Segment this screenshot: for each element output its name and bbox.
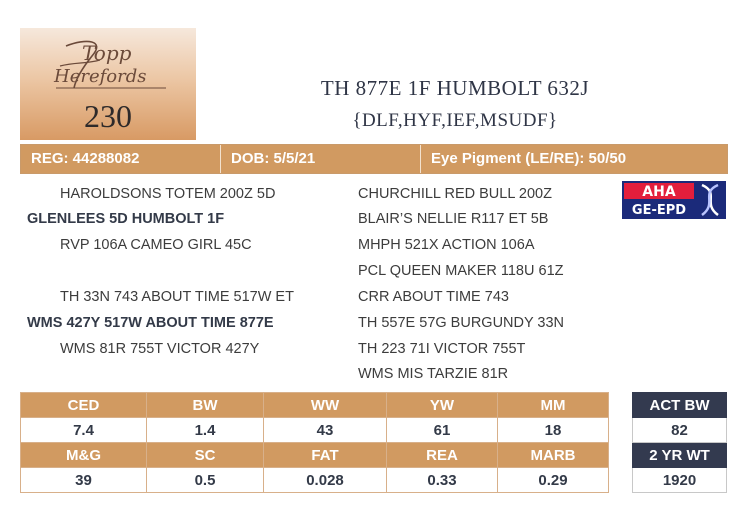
epd-value-ced: 7.4 [21,418,147,443]
registration-bar [20,144,728,174]
epd-header-rea: REA [387,443,498,468]
pedigree-dam-dam: WMS 81R 755T VICTOR 427Y [60,341,260,357]
registration-number: REG: 44288082 [21,145,221,173]
epd-header-row-2 [21,443,609,468]
epd-value-yw: 61 [387,418,498,443]
svg-text:Herefords: Herefords [54,66,147,87]
badge-line1: AHA [642,184,676,200]
epd-header-fat: FAT [264,443,387,468]
epd-header-sc: SC [147,443,264,468]
actual-bw-value: 82 [633,418,727,443]
pedigree-dam-sire-dam: TH 557E 57G BURGUNDY 33N [358,315,565,331]
genetic-test-results: {DLF,HYF,IEF,MSUDF} [352,110,558,131]
epd-value-rea: 0.33 [387,468,498,493]
animal-name: TH 877E 1F HUMBOLT 632J [320,76,590,100]
pedigree-dam-dam-dam: WMS MIS TARZIE 81R [358,366,509,382]
epd-header-yw: YW [387,393,498,418]
pedigree-sire-sire-dam: BLAIR’S NELLIE R117 ET 5B [358,211,549,227]
badge-line2: GE-EPD [631,203,687,218]
svg-text:Topp: Topp [82,41,132,65]
lot-number: 230 [84,98,132,134]
actuals-table [632,392,727,493]
two-year-weight-label: 2 YR WT [633,443,727,468]
epd-table [20,392,609,493]
epd-value-row-2 [21,468,609,493]
epd-value-mm: 18 [498,418,609,443]
pedigree-sire-sire-sire: CHURCHILL RED BULL 200Z [358,186,552,202]
epd-value-fat: 0.028 [264,468,387,493]
pedigree-dam: WMS 427Y 517W ABOUT TIME 877E [27,315,274,331]
two-year-weight-value: 1920 [633,468,727,493]
epd-header-ced: CED [21,393,147,418]
eye-pigment: Eye Pigment (LE/RE): 50/50 [431,150,627,167]
actual-bw-label: ACT BW [633,393,727,418]
date-of-birth: DOB: 5/5/21 [221,145,421,173]
aha-ge-epd-badge [622,181,726,219]
epd-value-mg: 39 [21,468,147,493]
pedigree-sire-dam: RVP 106A CAMEO GIRL 45C [60,237,252,253]
logo-panel [20,28,196,140]
epd-value-sc: 0.5 [147,468,264,493]
pedigree-sire-dam-sire: MHPH 521X ACTION 106A [358,237,535,253]
topp-herefords-logo [46,36,176,96]
epd-header-row-1 [21,393,609,418]
pedigree-sire: GLENLEES 5D HUMBOLT 1F [27,211,225,227]
epd-value-row-1 [21,418,609,443]
epd-header-mm: MM [498,393,609,418]
epd-value-bw: 1.4 [147,418,264,443]
pedigree-dam-dam-sire: TH 223 71I VICTOR 755T [358,341,526,357]
epd-header-bw: BW [147,393,264,418]
epd-header-mg: M&G [21,443,147,468]
epd-header-ww: WW [264,393,387,418]
pedigree-sire-sire: HAROLDSONS TOTEM 200Z 5D [60,186,276,202]
pedigree-sire-dam-dam: PCL QUEEN MAKER 118U 61Z [358,263,564,279]
pedigree-dam-sire: TH 33N 743 ABOUT TIME 517W ET [60,289,294,305]
epd-header-marb: MARB [498,443,609,468]
epd-value-ww: 43 [264,418,387,443]
pedigree-dam-sire-sire: CRR ABOUT TIME 743 [358,289,509,305]
epd-value-marb: 0.29 [498,468,609,493]
